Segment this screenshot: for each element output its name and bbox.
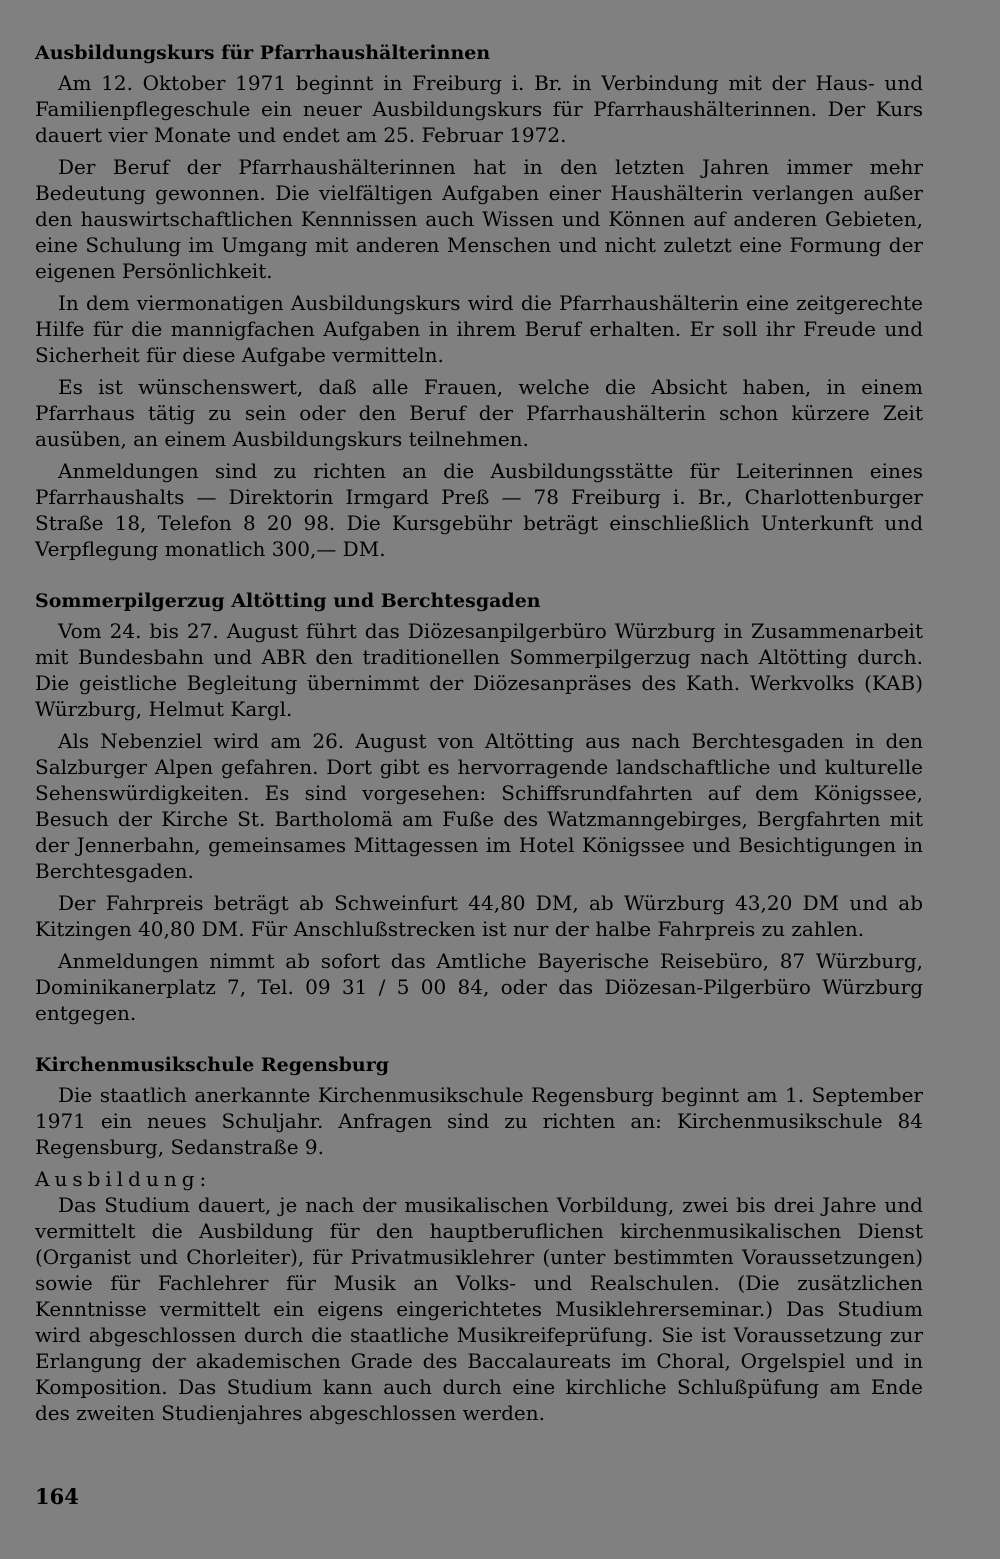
paragraph: In dem viermonatigen Ausbildungskurs wird die Pfarrhaushälterin eine zeitgerechte Hilfe für die mannigfachen Aufgaben in ihrem Beruf erhalten. Er soll ihr Freude und Sicherheit für diese Aufgabe vermitteln. xyxy=(35,291,923,367)
paragraph: Es ist wünschenswert, daß alle Frauen, welche die Absicht haben, in einem Pfarrhaus tätig zu sein oder den Beruf der Pfarrhaushälterin schon kürzere Zeit ausüben, an einem Ausbildungskurs teilnehmen. xyxy=(35,375,923,451)
section-heading: Kirchenmusikschule Regensburg xyxy=(35,1054,389,1076)
paragraph: Vom 24. bis 27. August führt das Diözesanpilgerbüro Würzburg in Zusammenarbeit mit Bundesbahn und ABR den traditionellen Sommerpilgerzug nach Altötting durch. Die geistliche Begleitung übernimmt der Diözesanpräses des Kath. Werkvolks (KAB) Würzburg, Helmut Kargl. xyxy=(35,619,923,721)
paragraph: Die staatlich anerkannte Kirchenmusikschule Regensburg beginnt am 1. September 1971 ein neues Schuljahr. Anfragen sind zu richten an: Kirchenmusikschule 84 Regensburg, Sedanstraße 9. xyxy=(35,1083,923,1159)
section-kirchenmusikschule xyxy=(35,1052,923,1426)
section-heading: Sommerpilgerzug Altötting und Berchtesgaden xyxy=(35,590,541,612)
section-pfarrhaushaelterinnen xyxy=(35,40,923,562)
page-number: 164 xyxy=(35,1484,79,1509)
subheading: Ausbildung: xyxy=(35,1167,212,1191)
paragraph: Anmeldungen nimmt ab sofort das Amtliche Bayerische Reisebüro, 87 Würzburg, Dominikanerplatz 7, Tel. 09 31 / 5 00 84, oder das Diözesan-Pilgerbüro Würzburg entgegen. xyxy=(35,949,923,1025)
paragraph: Als Nebenziel wird am 26. August von Altötting aus nach Berchtesgaden in den Salzburger Alpen gefahren. Dort gibt es hervorragende landschaftliche und kulturelle Sehenswürdigkeiten. Es sind vorgesehen: Schiffsrundfahrten auf dem Königssee, Besuch der Kirche St. Bartholomä am Fuße des Watzmanngebirges, Bergfahrten mit der Jennerbahn, gemeinsames Mittagessen im Hotel Königssee und Besichtigungen in Berchtesgaden. xyxy=(35,729,923,883)
paragraph: Der Beruf der Pfarrhaushälterinnen hat in den letzten Jahren immer mehr Bedeutung gewonnen. Die vielfältigen Aufgaben einer Haushälterin verlangen außer den hauswirtschaftlichen Kennnissen auch Wissen und Können auf anderen Gebieten, eine Schulung im Umgang mit anderen Menschen und nicht zuletzt eine Formung der eigenen Persönlichkeit. xyxy=(35,155,923,283)
paragraph: Am 12. Oktober 1971 beginnt in Freiburg i. Br. in Verbindung mit der Haus- und Familienpflegeschule ein neuer Ausbildungskurs für Pfarrhaushälterinnen. Der Kurs dauert vier Monate und endet am 25. Februar 1972. xyxy=(35,71,923,147)
page-content xyxy=(35,40,923,1452)
paragraph: Anmeldungen sind zu richten an die Ausbildungsstätte für Leiterinnen eines Pfarrhaushalts — Direktorin Irmgard Preß — 78 Freiburg i. Br., Charlottenburger Straße 18, Telefon 8 20 98. Die Kursgebühr beträgt einschließlich Unterkunft und Verpflegung monatlich 300,— DM. xyxy=(35,459,923,561)
section-sommerpilgerzug xyxy=(35,588,923,1026)
section-heading: Ausbildungskurs für Pfarrhaushälterinnen xyxy=(35,42,491,64)
paragraph: Der Fahrpreis beträgt ab Schweinfurt 44,80 DM, ab Würzburg 43,20 DM und ab Kitzingen 40,80 DM. Für Anschlußstrecken ist nur der halbe Fahrpreis zu zahlen. xyxy=(35,891,923,941)
paragraph: Das Studium dauert, je nach der musikalischen Vorbildung, zwei bis drei Jahre und vermittelt die Ausbildung für den hauptberuflichen kirchenmusikalischen Dienst (Organist und Chorleiter), für Privatmusiklehrer (unter bestimmten Voraussetzungen) sowie für Fachlehrer für Musik an Volks- und Realschulen. (Die zusätzlichen Kenntnisse vermittelt ein eigens eingerichtetes Musiklehrerseminar.) Das Studium wird abgeschlossen durch die staatliche Musikreifeprüfung. Sie ist Voraussetzung zur Erlangung der akademischen Grade des Baccalaureats im Choral, Orgelspiel und in Komposition. Das Studium kann auch durch eine kirchliche Schlußpüfung am Ende des zweiten Studienjahres abgeschlossen werden. xyxy=(35,1193,923,1425)
